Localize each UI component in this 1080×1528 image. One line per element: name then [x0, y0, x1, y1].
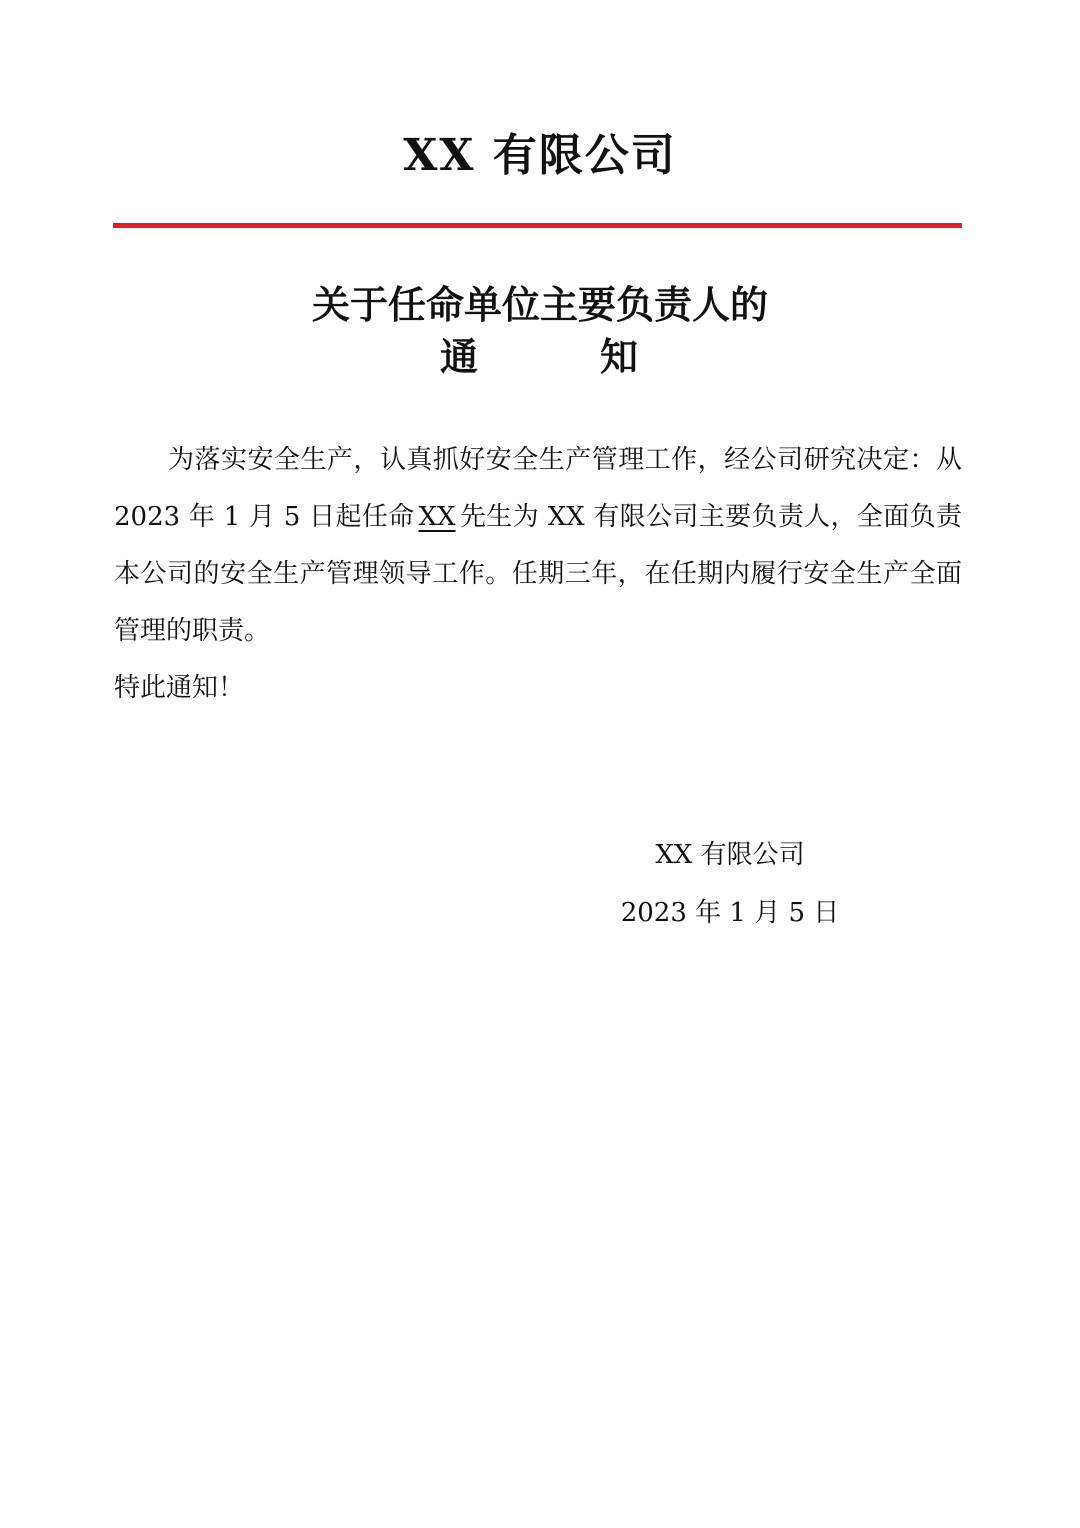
red-divider-line — [113, 223, 962, 228]
body-paragraph — [114, 432, 962, 660]
document-body — [114, 432, 962, 717]
appointee-name: XX — [418, 502, 456, 532]
signature-date: 2023 年 1 月 5 日 — [620, 898, 840, 928]
organization-header: XX 有限公司 — [403, 130, 677, 181]
body-paragraph-part2: 先生为 XX 有限公司主要负责人，全面负责本公司的安全生产管理领导工作。任期三年，在任期内履行安全生产全面管理的职责。 — [114, 502, 962, 646]
signature-company: XX 有限公司 — [655, 840, 805, 870]
document-title: 关于任命单位主要负责人的 — [311, 282, 768, 327]
closing-line: 特此通知！ — [114, 673, 245, 703]
body-paragraph-part1: 为落实安全生产，认真抓好安全生产管理工作，经公司研究决定：从 2023 年 1 月 5 日起任命 — [114, 445, 962, 532]
document-subtitle-right: 知 — [600, 334, 639, 379]
document-subtitle-left: 通 — [440, 334, 479, 379]
